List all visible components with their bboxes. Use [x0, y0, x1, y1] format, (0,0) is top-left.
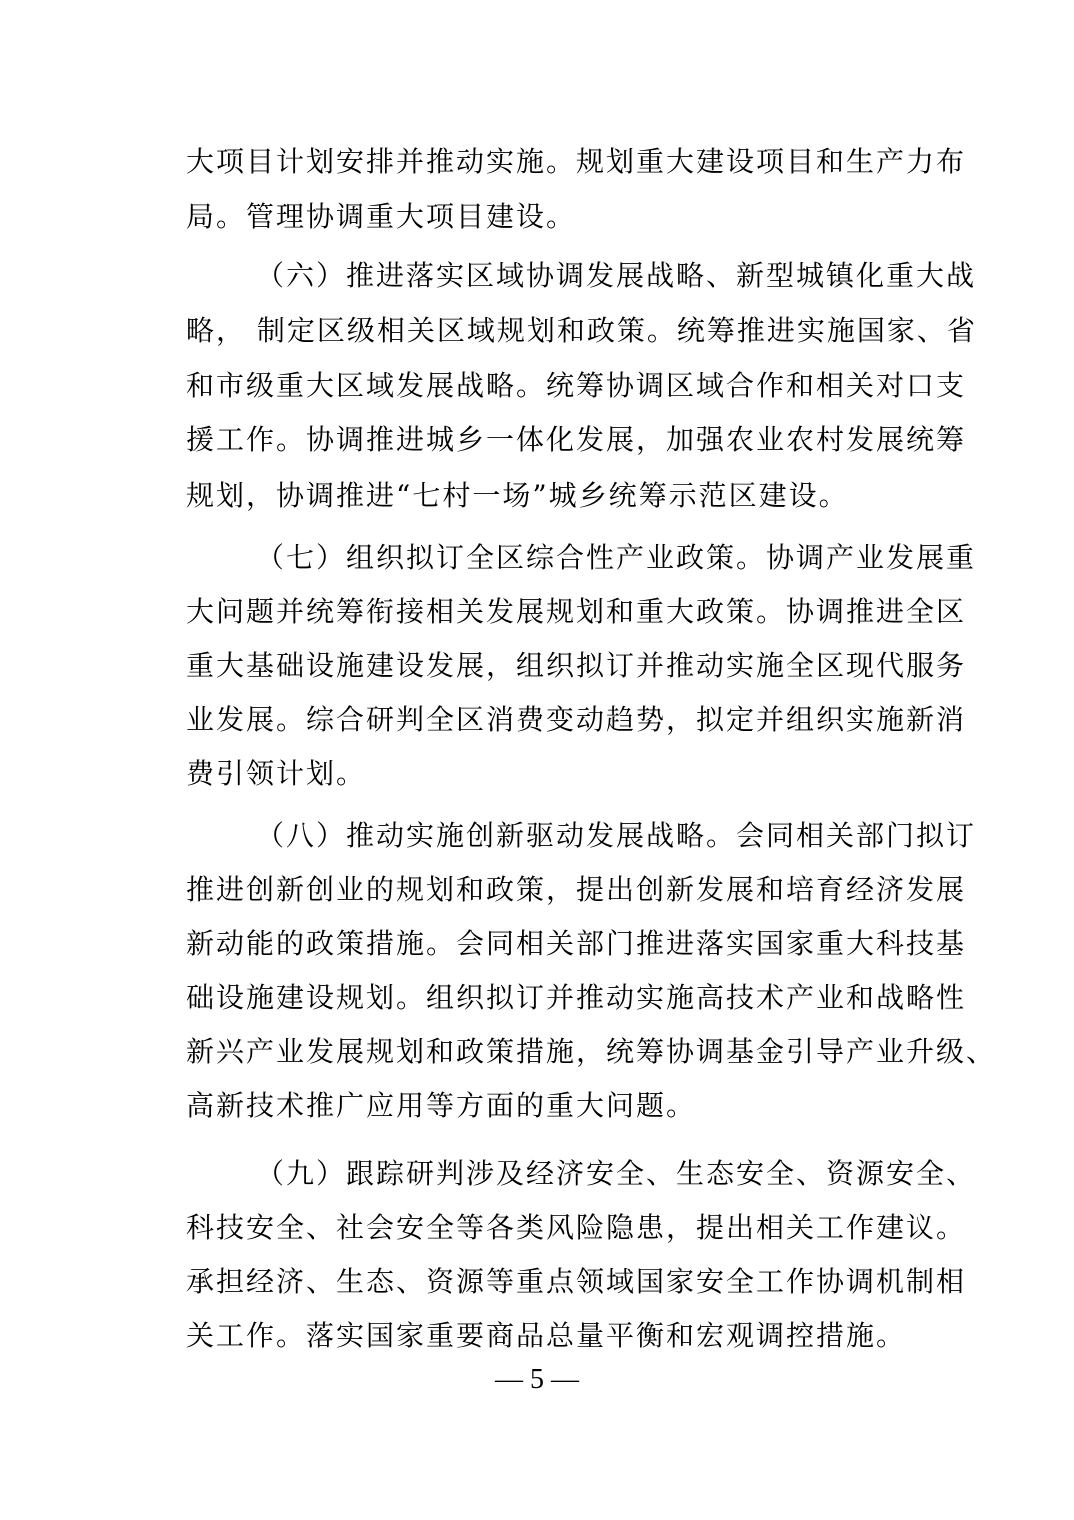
paragraph-7-line-5: 费引领计划。	[186, 757, 367, 790]
paragraph-6-line-3: 和市级重大区域发展战略。统筹协调区域合作和相关对口支	[186, 369, 967, 402]
paragraph-9-line-3: 承担经济、生态、资源等重点领域国家安全工作协调机制相	[186, 1265, 967, 1298]
paragraph-9-line-4: 关工作。落实国家重要商品总量平衡和宏观调控措施。	[186, 1319, 907, 1352]
paragraph-9-line-1: （九）跟踪研判涉及经济安全、生态安全、资源安全、	[256, 1157, 977, 1190]
paragraph-6-line-5: 规划，协调推进“七村一场”城乡统筹示范区建设。	[186, 479, 849, 512]
paragraph-6-line-4: 援工作。协调推进城乡一体化发展，加强农业农村发展统筹	[186, 423, 967, 456]
paragraph-1-line-1: 大项目计划安排并推动实施。规划重大建设项目和生产力布	[186, 145, 967, 178]
paragraph-8-line-5: 新兴产业发展规划和政策措施，统筹协调基金引导产业升级、	[186, 1035, 997, 1068]
paragraph-8-line-3: 新动能的政策措施。会同相关部门推进落实国家重大科技基	[186, 927, 967, 960]
paragraph-9-line-2: 科技安全、社会安全等各类风险隐患，提出相关工作建议。	[186, 1211, 967, 1244]
paragraph-7-line-2: 大问题并统筹衔接相关发展规划和重大政策。协调推进全区	[186, 595, 967, 628]
paragraph-7-line-1: （七）组织拟订全区综合性产业政策。协调产业发展重	[256, 541, 977, 574]
paragraph-7-line-4: 业发展。综合研判全区消费变动趋势，拟定并组织实施新消	[186, 703, 967, 736]
paragraph-8-line-2: 推进创新创业的规划和政策，提出创新发展和培育经济发展	[186, 873, 967, 906]
paragraph-6-line-2: 略， 制定区级相关区域规划和政策。统筹推进实施国家、省	[186, 314, 977, 347]
paragraph-8-line-1: （八）推动实施创新驱动发展战略。会同相关部门拟订	[256, 819, 977, 852]
paragraph-7-line-3: 重大基础设施建设发展，组织拟订并推动实施全区现代服务	[186, 649, 967, 682]
paragraph-8-line-4: 础设施建设规划。组织拟订并推动实施高技术产业和战略性	[186, 981, 967, 1014]
page-number: — 5 —	[495, 1364, 579, 1395]
paragraph-8-line-6: 高新技术推广应用等方面的重大问题。	[186, 1089, 697, 1122]
paragraph-1-line-2: 局。管理协调重大项目建设。	[186, 200, 577, 233]
paragraph-6-line-1: （六）推进落实区域协调发展战略、新型城镇化重大战	[256, 259, 977, 292]
